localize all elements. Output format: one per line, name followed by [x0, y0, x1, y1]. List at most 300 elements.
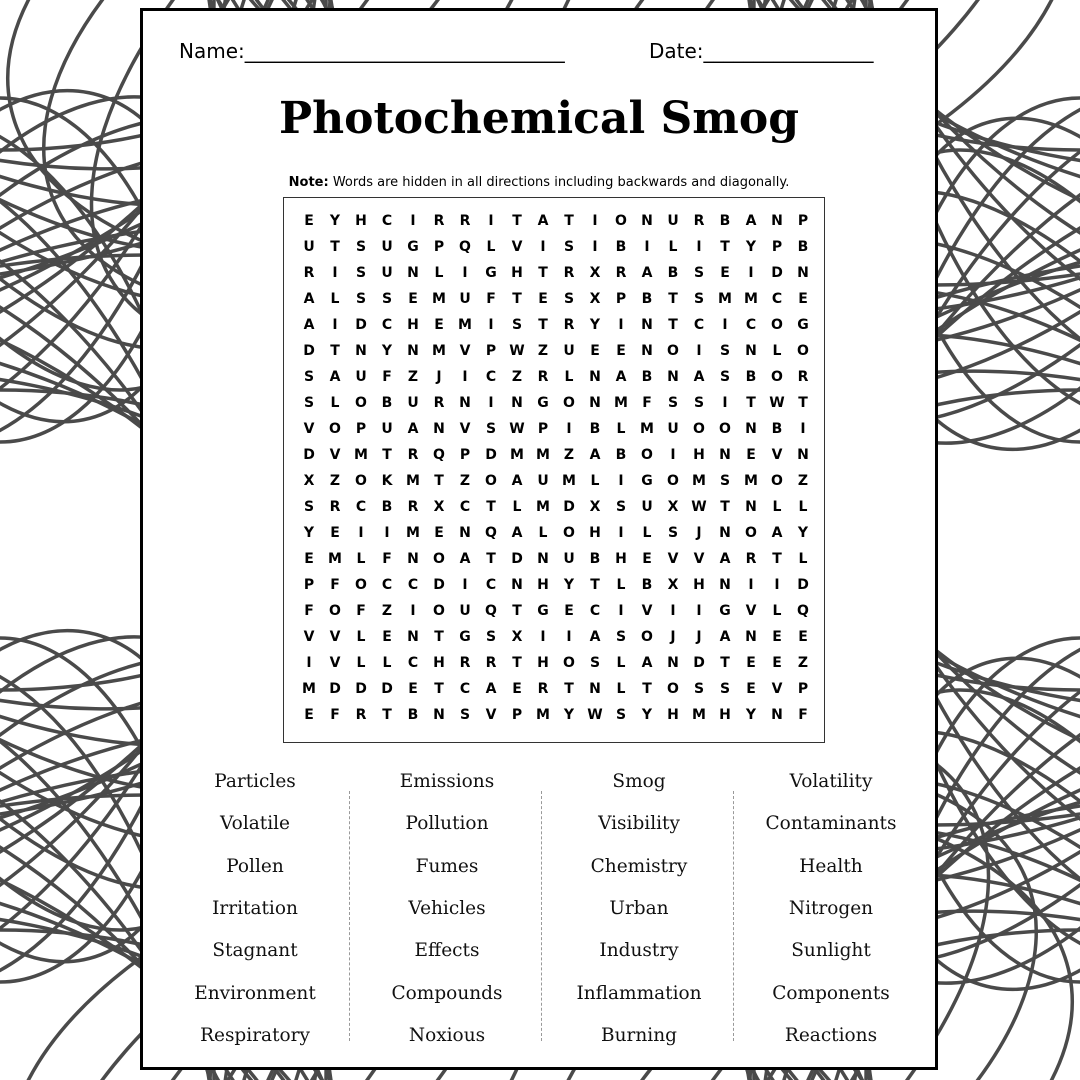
grid-letter: I: [774, 577, 780, 593]
grid-letter: O: [771, 473, 783, 489]
grid-letter: M: [640, 421, 654, 437]
grid-letter: U: [381, 421, 393, 437]
grid-letter: L: [486, 239, 496, 255]
grid-letter: H: [537, 577, 549, 593]
grid-letter: S: [667, 525, 679, 541]
word-list-item: Noxious: [408, 1024, 486, 1046]
grid-letter: B: [615, 239, 627, 255]
grid-letter: Z: [381, 603, 393, 619]
grid-letter: S: [719, 369, 731, 385]
word-list-item: Irritation: [212, 897, 298, 919]
grid-letter: M: [614, 395, 628, 411]
grid-letter: Q: [459, 239, 471, 255]
page-title: Photochemical Smog: [279, 93, 799, 144]
grid-letter: T: [434, 681, 444, 697]
grid-letter: S: [615, 629, 627, 645]
grid-letter: H: [615, 551, 627, 567]
grid-letter: V: [771, 447, 783, 463]
word-list-item: Fumes: [415, 855, 479, 877]
grid-letter: N: [667, 369, 679, 385]
grid-letter: L: [356, 551, 366, 567]
grid-letter: I: [696, 239, 702, 255]
grid-letter: X: [589, 499, 601, 515]
grid-letter: A: [589, 447, 601, 463]
grid-letter: E: [772, 655, 782, 671]
grid-letter: S: [719, 681, 731, 697]
grid-letter: D: [511, 551, 523, 567]
grid-letter: D: [381, 681, 393, 697]
grid-letter: S: [693, 291, 705, 307]
grid-letter: N: [797, 447, 809, 463]
grid-letter: Z: [511, 369, 523, 385]
grid-letter: T: [382, 707, 392, 723]
grid-letter: F: [642, 395, 652, 411]
grid-letter: R: [485, 655, 497, 671]
grid-letter: S: [485, 421, 497, 437]
grid-letter: I: [696, 343, 702, 359]
grid-letter: Q: [433, 447, 445, 463]
grid-letter: O: [563, 655, 575, 671]
grid-letter: C: [459, 499, 471, 515]
word-list-item: Health: [799, 855, 863, 877]
grid-letter: Z: [537, 343, 549, 359]
grid-letter: E: [798, 629, 808, 645]
grid-letter: E: [434, 525, 444, 541]
grid-letter: N: [745, 343, 757, 359]
grid-letter: L: [616, 421, 626, 437]
grid-letter: A: [719, 629, 731, 645]
grid-letter: I: [332, 317, 338, 333]
grid-letter: C: [407, 655, 419, 671]
grid-letter: E: [746, 681, 756, 697]
grid-letter: S: [381, 291, 393, 307]
grid-letter: Q: [485, 603, 497, 619]
grid-letter: I: [696, 603, 702, 619]
grid-letter: U: [667, 213, 679, 229]
grid-letter: R: [537, 369, 549, 385]
grid-letter: U: [459, 603, 471, 619]
grid-letter: I: [566, 629, 572, 645]
grid-letter: D: [355, 317, 367, 333]
date-field[interactable]: Date:_________________: [649, 39, 874, 63]
grid-letter: P: [355, 421, 367, 437]
grid-letter: Y: [797, 525, 809, 541]
grid-letter: L: [772, 603, 782, 619]
grid-letter: H: [693, 447, 705, 463]
grid-letter: F: [330, 577, 340, 593]
grid-letter: A: [537, 213, 549, 229]
grid-letter: W: [769, 395, 785, 411]
grid-letter: T: [512, 213, 522, 229]
word-list-item: Visibility: [598, 813, 680, 835]
grid-letter: P: [485, 343, 497, 359]
grid-letter: F: [304, 603, 314, 619]
grid-letter: O: [355, 577, 367, 593]
grid-letter: L: [772, 499, 782, 515]
grid-letter: W: [587, 707, 603, 723]
grid-letter: T: [720, 655, 730, 671]
grid-letter: J: [670, 629, 676, 645]
grid-letter: N: [589, 369, 601, 385]
grid-letter: I: [748, 577, 754, 593]
grid-letter: H: [407, 317, 419, 333]
column-divider: [349, 791, 350, 1041]
grid-letter: B: [381, 499, 393, 515]
grid-letter: M: [692, 707, 706, 723]
grid-letter: N: [407, 629, 419, 645]
grid-letter: S: [303, 499, 315, 515]
grid-letter: S: [303, 369, 315, 385]
grid-letter: O: [641, 447, 653, 463]
grid-letter: A: [719, 551, 731, 567]
grid-letter: M: [406, 525, 420, 541]
grid-letter: D: [485, 447, 497, 463]
grid-letter: Q: [797, 603, 809, 619]
word-list-item: Particles: [214, 771, 296, 792]
grid-letter: T: [538, 265, 548, 281]
grid-letter: N: [407, 343, 419, 359]
grid-letter: T: [434, 473, 444, 489]
grid-letter: S: [485, 629, 497, 645]
grid-letter: X: [589, 265, 601, 281]
grid-letter: U: [563, 551, 575, 567]
grid-letter: R: [797, 369, 809, 385]
column-divider: [541, 791, 542, 1041]
grid-letter: I: [488, 395, 494, 411]
grid-letter: I: [540, 629, 546, 645]
grid-letter: Z: [797, 473, 809, 489]
grid-letter: R: [459, 655, 471, 671]
grid-letter: I: [644, 239, 650, 255]
grid-letter: I: [488, 213, 494, 229]
grid-letter: L: [616, 655, 626, 671]
grid-letter: P: [771, 239, 783, 255]
grid-letter: N: [433, 421, 445, 437]
grid-letter: R: [329, 499, 341, 515]
grid-letter: U: [667, 421, 679, 437]
grid-letter: R: [407, 447, 419, 463]
grid-letter: E: [798, 291, 808, 307]
grid-row: [296, 598, 816, 624]
grid-letter: J: [436, 369, 442, 385]
grid-letter: P: [615, 291, 627, 307]
grid-letter: F: [798, 707, 808, 723]
grid-letter: V: [329, 629, 341, 645]
grid-letter: D: [355, 681, 367, 697]
grid-letter: P: [433, 239, 445, 255]
instructions-note: [143, 175, 935, 190]
grid-letter: Y: [303, 525, 315, 541]
grid-letter: E: [512, 681, 522, 697]
grid-letter: L: [772, 343, 782, 359]
grid-letter: E: [564, 603, 574, 619]
grid-letter: X: [667, 499, 679, 515]
grid-letter: N: [745, 629, 757, 645]
grid-row: [296, 494, 816, 520]
grid-letter: T: [330, 239, 340, 255]
grid-letter: N: [641, 213, 653, 229]
grid-letter: U: [303, 239, 315, 255]
grid-letter: C: [693, 317, 705, 333]
grid-letter: S: [355, 265, 367, 281]
grid-letter: M: [692, 473, 706, 489]
grid-letter: T: [720, 499, 730, 515]
grid-letter: C: [381, 317, 393, 333]
grid-letter: Z: [563, 447, 575, 463]
grid-letter: A: [771, 525, 783, 541]
grid-letter: V: [667, 551, 679, 567]
grid-letter: S: [563, 291, 575, 307]
grid-letter: P: [537, 421, 549, 437]
grid-letter: I: [618, 473, 624, 489]
grid-letter: O: [641, 629, 653, 645]
grid-letter: M: [302, 681, 316, 697]
grid-letter: M: [536, 447, 550, 463]
grid-letter: B: [797, 239, 809, 255]
grid-letter: B: [589, 551, 601, 567]
word-search-grid: [283, 197, 825, 743]
grid-letter: R: [433, 213, 445, 229]
grid-letter: M: [328, 551, 342, 567]
grid-letter: N: [589, 395, 601, 411]
grid-letter: Z: [459, 473, 471, 489]
note-text: Words are hidden in all directions including backwards and diagonally.: [328, 175, 790, 190]
word-list-item: Pollution: [405, 813, 489, 835]
grid-row: [296, 650, 816, 676]
grid-letter: T: [746, 395, 756, 411]
grid-letter: Y: [745, 707, 757, 723]
grid-letter: E: [720, 265, 730, 281]
grid-row: [296, 442, 816, 468]
grid-letter: O: [667, 343, 679, 359]
grid-letter: L: [356, 655, 366, 671]
word-list-item: Reactions: [784, 1024, 878, 1046]
grid-letter: S: [719, 473, 731, 489]
grid-letter: I: [800, 421, 806, 437]
grid-letter: L: [382, 655, 392, 671]
grid-letter: D: [563, 499, 575, 515]
grid-letter: Q: [485, 525, 497, 541]
grid-letter: L: [564, 369, 574, 385]
grid-letter: E: [304, 707, 314, 723]
grid-letter: T: [772, 551, 782, 567]
grid-letter: I: [722, 395, 728, 411]
grid-row: [296, 702, 816, 728]
word-list-item: Environment: [194, 982, 316, 1004]
grid-letter: C: [771, 291, 783, 307]
grid-letter: R: [303, 265, 315, 281]
grid-letter: V: [485, 707, 497, 723]
grid-letter: L: [798, 551, 808, 567]
grid-letter: I: [566, 421, 572, 437]
grid-letter: S: [589, 655, 601, 671]
grid-letter: M: [562, 473, 576, 489]
word-list-item: Volatility: [789, 771, 873, 792]
grid-letter: M: [354, 447, 368, 463]
grid-letter: O: [329, 603, 341, 619]
word-list-item: Compounds: [391, 982, 503, 1004]
grid-letter: E: [330, 525, 340, 541]
grid-letter: D: [329, 681, 341, 697]
grid-letter: G: [537, 395, 549, 411]
grid-letter: M: [718, 291, 732, 307]
grid-letter: T: [512, 291, 522, 307]
grid-row: [296, 234, 816, 260]
word-list-item: Stagnant: [212, 940, 298, 962]
grid-letter: I: [618, 525, 624, 541]
grid-letter: R: [745, 551, 757, 567]
grid-letter: M: [432, 343, 446, 359]
grid-letter: Z: [407, 369, 419, 385]
grid-letter: W: [691, 499, 707, 515]
grid-letter: I: [488, 317, 494, 333]
grid-letter: B: [719, 213, 731, 229]
grid-letter: A: [303, 317, 315, 333]
grid-letter: L: [616, 681, 626, 697]
grid-letter: E: [772, 629, 782, 645]
grid-letter: N: [667, 655, 679, 671]
grid-letter: B: [407, 707, 419, 723]
grid-letter: M: [744, 473, 758, 489]
grid-letter: D: [693, 655, 705, 671]
grid-letter: C: [485, 577, 497, 593]
grid-letter: C: [381, 577, 393, 593]
note-label: Note:: [288, 175, 329, 190]
grid-letter: E: [434, 317, 444, 333]
grid-letter: V: [303, 421, 315, 437]
grid-letter: E: [590, 343, 600, 359]
grid-letter: I: [748, 265, 754, 281]
grid-letter: A: [641, 265, 653, 281]
grid-letter: B: [641, 369, 653, 385]
grid-letter: I: [358, 525, 364, 541]
grid-letter: W: [509, 343, 525, 359]
grid-row: [296, 312, 816, 338]
grid-letter: L: [538, 525, 548, 541]
grid-letter: J: [696, 629, 702, 645]
grid-letter: O: [563, 395, 575, 411]
grid-letter: S: [693, 681, 705, 697]
grid-letter: X: [511, 629, 523, 645]
grid-letter: R: [537, 681, 549, 697]
grid-letter: A: [615, 369, 627, 385]
grid-letter: U: [355, 369, 367, 385]
grid-letter: I: [592, 213, 598, 229]
grid-letter: Y: [745, 239, 757, 255]
grid-letter: S: [693, 395, 705, 411]
grid-letter: B: [667, 265, 679, 281]
grid-letter: O: [485, 473, 497, 489]
grid-letter: N: [433, 707, 445, 723]
grid-letter: B: [641, 291, 653, 307]
grid-letter: N: [719, 447, 731, 463]
grid-letter: O: [667, 681, 679, 697]
grid-row: [296, 286, 816, 312]
grid-letter: S: [615, 707, 627, 723]
word-list-item: Sunlight: [791, 940, 871, 962]
grid-letter: O: [797, 343, 809, 359]
grid-letter: L: [356, 629, 366, 645]
grid-letter: O: [693, 421, 705, 437]
grid-letter: D: [303, 447, 315, 463]
grid-letter: X: [303, 473, 315, 489]
grid-letter: V: [329, 447, 341, 463]
grid-letter: L: [330, 395, 340, 411]
grid-letter: O: [329, 421, 341, 437]
word-list-item: Vehicles: [408, 897, 486, 919]
grid-letter: G: [537, 603, 549, 619]
grid-letter: E: [304, 213, 314, 229]
grid-letter: T: [564, 681, 574, 697]
name-field[interactable]: Name:________________________________: [179, 39, 565, 63]
grid-letter: T: [330, 343, 340, 359]
grid-letter: S: [693, 265, 705, 281]
grid-letter: I: [722, 317, 728, 333]
grid-letter: U: [381, 239, 393, 255]
grid-letter: S: [355, 291, 367, 307]
grid-letter: W: [509, 421, 525, 437]
grid-letter: X: [589, 291, 601, 307]
grid-letter: T: [642, 681, 652, 697]
grid-letter: O: [719, 421, 731, 437]
grid-letter: N: [459, 525, 471, 541]
grid-row: [296, 416, 816, 442]
grid-letter: N: [407, 265, 419, 281]
grid-letter: O: [615, 213, 627, 229]
grid-letter: V: [329, 655, 341, 671]
grid-letter: P: [303, 577, 315, 593]
grid-letter: R: [433, 395, 445, 411]
grid-letter: A: [303, 291, 315, 307]
word-list-item: Burning: [601, 1024, 677, 1046]
grid-letter: F: [486, 291, 496, 307]
grid-row: [296, 364, 816, 390]
grid-letter: A: [485, 681, 497, 697]
grid-letter: N: [355, 343, 367, 359]
grid-letter: T: [486, 499, 496, 515]
grid-letter: H: [355, 213, 367, 229]
grid-letter: Y: [589, 317, 601, 333]
grid-letter: M: [406, 473, 420, 489]
grid-letter: V: [303, 629, 315, 645]
grid-letter: B: [615, 447, 627, 463]
grid-letter: E: [642, 551, 652, 567]
grid-letter: T: [512, 655, 522, 671]
word-list-item: Effects: [414, 940, 480, 962]
word-list-item: Smog: [612, 771, 666, 792]
grid-letter: L: [616, 577, 626, 593]
grid-letter: F: [330, 707, 340, 723]
grid-letter: O: [433, 551, 445, 567]
grid-letter: Y: [329, 213, 341, 229]
grid-letter: A: [745, 213, 757, 229]
grid-letter: S: [563, 239, 575, 255]
grid-letter: D: [303, 343, 315, 359]
grid-row: [296, 208, 816, 234]
grid-letter: U: [537, 473, 549, 489]
grid-letter: I: [384, 525, 390, 541]
grid-letter: V: [693, 551, 705, 567]
grid-row: [296, 520, 816, 546]
worksheet: [140, 8, 938, 1070]
grid-letter: L: [798, 499, 808, 515]
grid-letter: G: [641, 473, 653, 489]
grid-letter: O: [771, 317, 783, 333]
grid-letter: V: [511, 239, 523, 255]
grid-letter: R: [355, 707, 367, 723]
grid-letter: A: [641, 655, 653, 671]
grid-letter: T: [668, 291, 678, 307]
